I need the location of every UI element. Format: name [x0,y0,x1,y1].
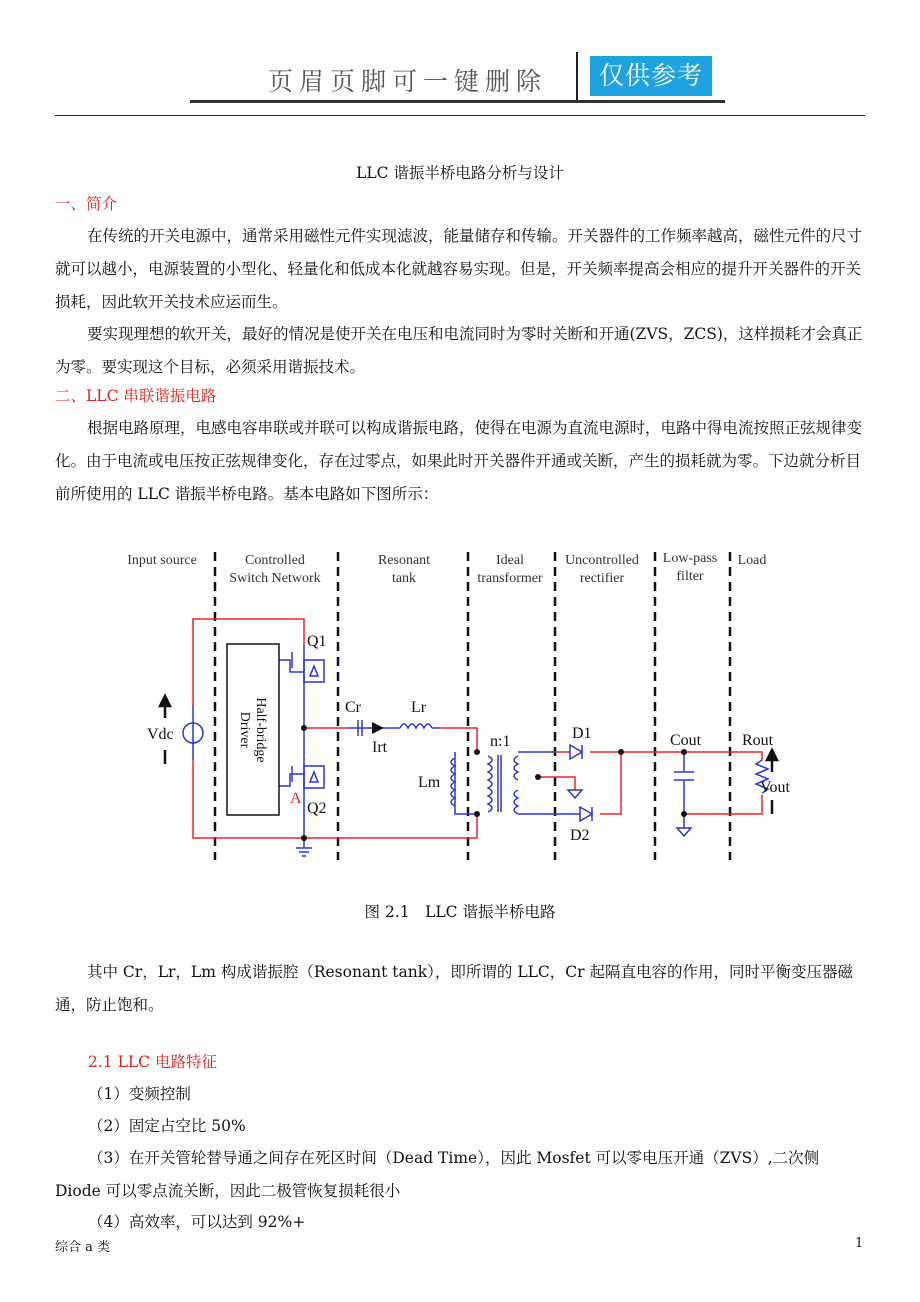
subsection-heading: 2.1 LLC 电路特征 [88,1053,217,1071]
paragraph: 其中 Cr，Lr，Lm 构成谐振腔（Resonant tank），即所谓的 LLC，Cr 起隔直电容的作用，同时平衡变压器磁通，防止饱和。 [55,963,853,1014]
list-item: （4）高效率，可以达到 92%+ [88,1213,306,1231]
paragraph: 根据电路原理，电感电容串联或并联可以构成谐振电路，使得在电源为直流电源时，电路中得电流按照正弦规律变化。由于电流或电压按正弦规律变化，存在过零点，如果此时开关器件开通或关断，产生的损耗就为零。下边就分析目前所使用的 LLC 谐振半桥电路。基本电路如下图所示： [55,419,863,503]
footer-category: 综合 a 类 [55,1240,111,1255]
doc-title: LLC 谐振半桥电路分析与设计 [356,164,564,182]
driver-box [227,644,279,815]
stage-label: Uncontrolled [565,553,639,568]
irt-label: Irt [372,739,388,756]
d1-label: D1 [572,725,592,742]
rout-label: Rout [742,732,774,749]
stage-label: Load [737,553,767,568]
stage-label: filter [676,569,704,584]
stage-label: tank [391,571,417,586]
paragraph: 在传统的开关电源中，通常采用磁性元件实现滤波，能量储存和传输。开关器件的工作频率越高，磁性元件的尺寸就可以越小，电源装置的小型化、轻量化和低成本化就越容易实现。但是，开关频率提高会相应的提升开关器件的开关损耗，因此软开关技术应运而生。 [55,227,863,311]
vout-label: Vout [760,779,790,796]
stage-label: Controlled [245,553,305,568]
q2-label: Q2 [307,800,327,817]
stage-label: Low-pass [662,551,718,566]
stage-label: Input source [127,553,197,568]
d2-label: D2 [570,827,590,844]
figure-caption: 图 2.1 LLC 谐振半桥电路 [364,903,556,921]
stage-label: rectifier [579,571,625,586]
stage-label: Switch Network [229,571,321,586]
stage-label: transformer [477,571,543,586]
vdc-label: Vdc [147,726,174,743]
list-item: （2）固定占空比 50% [88,1117,246,1135]
cr-label: Cr [345,699,361,716]
driver-label: Driver [237,711,252,749]
stage-label: Resonant [377,553,431,568]
lm-label: Lm [418,774,441,791]
q1-label: Q1 [307,633,327,650]
list-item: （1）变频控制 [88,1085,191,1103]
section-heading: 一、简介 [55,195,118,213]
paragraph: 要实现理想的软开关，最好的情况是使开关在电压和电流同时为零时关断和开通(ZVS，ZCS)，这样损耗才会真正为零。要实现这个目标，必须采用谐振技术。 [55,325,863,376]
turns-ratio-label: n:1 [490,733,511,750]
reference-badge: 仅供参考 [590,56,712,96]
lr-label: Lr [411,699,427,716]
list-item: （3）在开关管轮替导通之间存在死区时间（Dead Time），因此 Mosfet 可以零电压开通（ZVS）,二次侧 Diode 可以零点流关断，因此二极管恢复损耗很小 [55,1149,820,1200]
section-heading: 二、LLC 串联谐振电路 [55,387,217,405]
node-a-label: A [290,790,302,807]
driver-label: Half-bridge [253,697,268,763]
stage-label: Ideal [496,553,524,568]
cout-label: Cout [670,732,702,749]
header-title: 页眉页脚可一键删除 [268,67,548,96]
page-number: 1 [855,1236,864,1251]
